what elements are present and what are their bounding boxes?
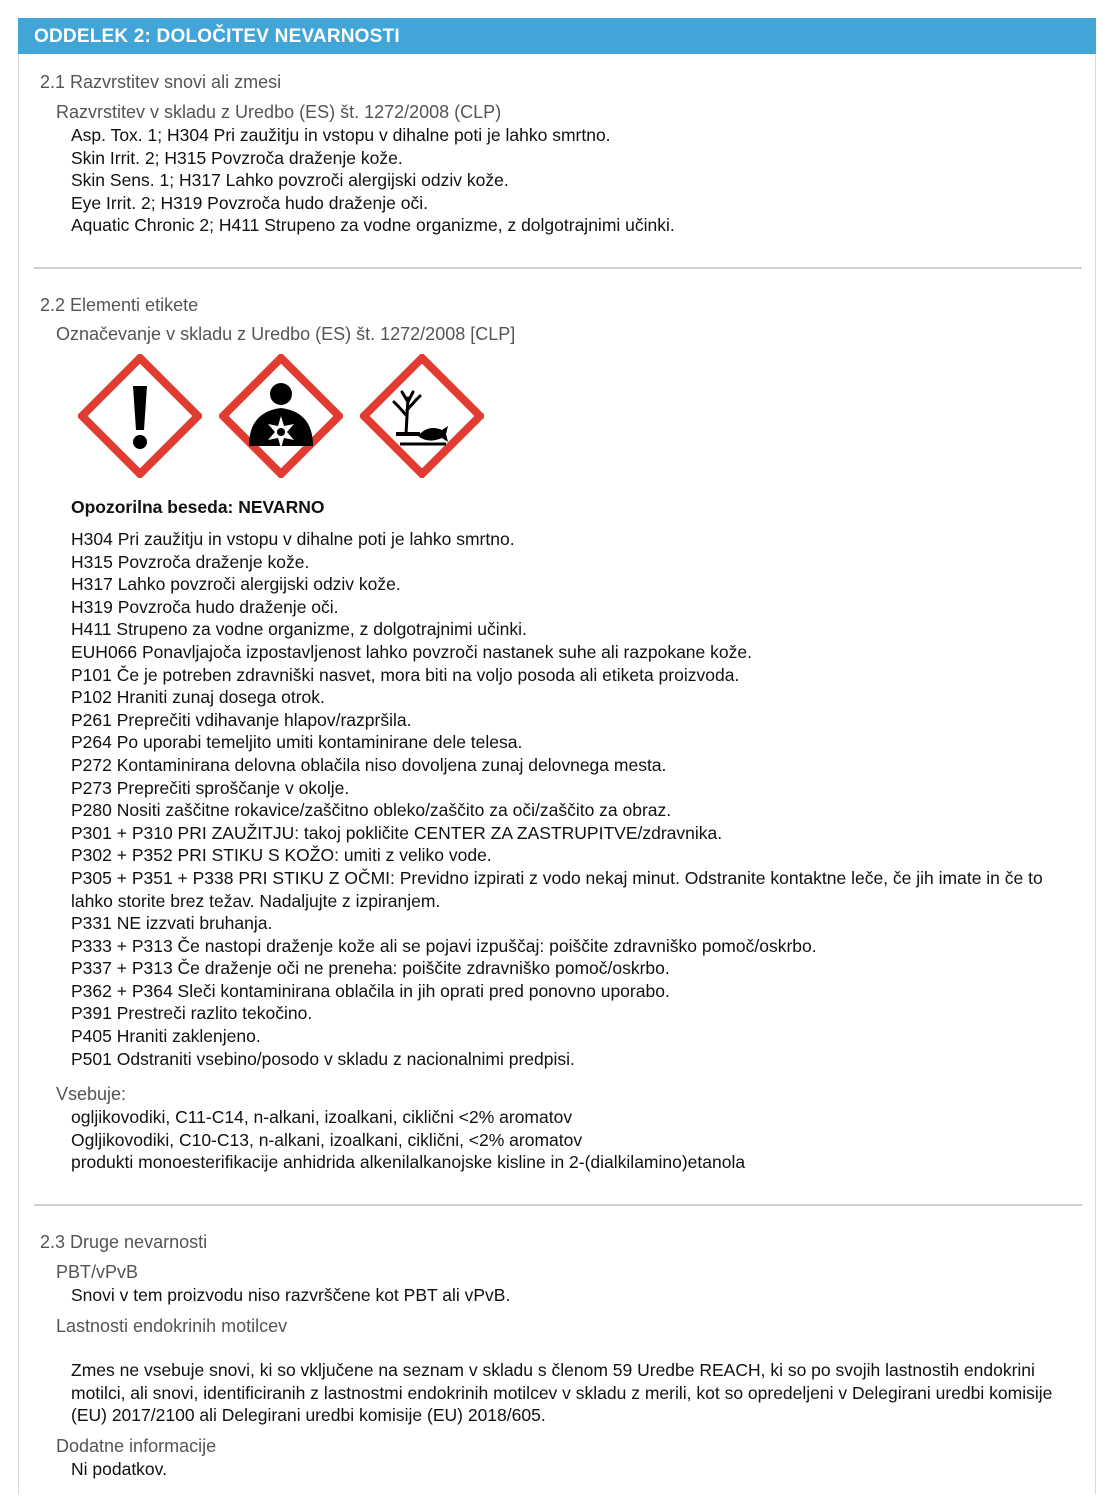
contains-item: ogljikovodiki, C11-C14, n-alkani, izoalkani, ciklični <2% aromatov	[71, 1107, 573, 1127]
section-2-3-title: 2.3 Druge nevarnosti	[40, 1232, 208, 1252]
statement-item: H319 Povzroča hudo draženje oči.	[71, 596, 339, 617]
classification-item: Skin Irrit. 2; H315 Povzroča draženje kože.	[71, 147, 403, 168]
divider	[34, 267, 1082, 269]
health-hazard-icon	[219, 354, 343, 478]
statement-item: P337 + P313 Če draženje oči ne preneha: poiščite zdravniško pomoč/oskrbo.	[71, 958, 670, 979]
contains-label: Vsebuje:	[56, 1084, 127, 1104]
statement-item: P280 Nositi zaščitne rokavice/zaščitno obleko/zaščito za oči/zaščito za obraz.	[71, 800, 672, 821]
statement-item: H304 Pri zaužitju in vstopu v dihalne poti je lahko smrtno.	[71, 529, 515, 549]
labelling-subtitle: Označevanje v skladu z Uredbo (ES) št. 1272/2008 [CLP]	[56, 324, 516, 344]
pbt-label: PBT/vPvB	[56, 1262, 139, 1282]
classification-item: Eye Irrit. 2; H319 Povzroča hudo draženje oči.	[71, 192, 428, 213]
statement-item: P333 + P313 Če nastopi draženje kože ali se pojavi izpuščaj: poiščite zdravniško pomoč/oskrbo.	[71, 935, 817, 956]
statement-item: P264 Po uporabi temeljito umiti kontaminirane dele telesa.	[71, 732, 523, 753]
section-2-1-title: 2.1 Razvrstitev snovi ali zmesi	[40, 72, 282, 92]
exclamation-mark-icon	[78, 354, 202, 478]
statement-item: P101 Če je potreben zdravniški nasvet, mora biti na voljo posoda ali etiketa proizvoda.	[71, 664, 740, 685]
section-header: ODDELEK 2: DOLOČITEV NEVARNOSTI	[18, 18, 1096, 54]
endocrine-label: Lastnosti endokrinih motilcev	[56, 1316, 288, 1336]
ghs-pictograms	[78, 354, 488, 478]
contains-item: produkti monoesterifikacije anhidrida alkenilalkanojske kisline in 2-(dialkilamino)etanola	[71, 1152, 746, 1173]
classification-list	[71, 124, 675, 237]
statement-item: P302 + P352 PRI STIKU S KOŽO: umiti z veliko vode.	[71, 845, 492, 866]
statement-item: H315 Povzroča draženje kože.	[71, 551, 310, 572]
classification-subtitle: Razvrstitev v skladu z Uredbo (ES) št. 1272/2008 (CLP)	[56, 102, 502, 122]
endocrine-value: Zmes ne vsebuje snovi, ki so vključene na seznam v skladu s členom 59 Uredbe REACH, ki so po svojih lastnostih endokrini motilci, ali snovi, identificiranih z lastnostmi endokrinih motilcev v skladu z merili, kot so opredeljeni v Delegirani uredbi komisije (EU) 2017/2100 ali Delegirani uredbi komisije (EU) 2018/605.	[71, 1360, 1053, 1426]
statement-item: P305 + P351 + P338 PRI STIKU Z OČMI: Previdno izpirati z vodo nekaj minut. Odstranite kontaktne leče, če jih imate in če to lahko storite brez težav. Nadaljujte z izpiranjem.	[71, 867, 1043, 911]
divider	[34, 1204, 1082, 1206]
additional-info-label: Dodatne informacije	[56, 1436, 217, 1456]
statement-item: P501 Odstraniti vsebino/posodo v skladu z nacionalnimi predpisi.	[71, 1048, 575, 1069]
statement-item: EUH066 Ponavljajoča izpostavljenost lahko povzroči nastanek suhe ali razpokane kože.	[71, 641, 752, 662]
statement-item: H317 Lahko povzroči alergijski odziv kože.	[71, 574, 401, 595]
classification-item: Skin Sens. 1; H317 Lahko povzroči alergijski odziv kože.	[71, 170, 509, 191]
statement-item: P391 Prestreči razlito tekočino.	[71, 1003, 313, 1024]
classification-item: Aquatic Chronic 2; H411 Strupeno za vodne organizme, z dolgotrajnimi učinki.	[71, 215, 675, 236]
pbt-value: Snovi v tem proizvodu niso razvrščene kot PBT ali vPvB.	[71, 1285, 511, 1305]
statement-item: P362 + P364 Sleči kontaminirana oblačila in jih oprati pred ponovno uporabo.	[71, 980, 670, 1001]
statement-item: P331 NE izzvati bruhanja.	[71, 913, 273, 934]
statement-item: P405 Hraniti zaklenjeno.	[71, 1026, 261, 1047]
hazard-statements	[71, 528, 1071, 1070]
contains-item: Ogljikovodiki, C10-C13, n-alkani, izoalkani, ciklični, <2% aromatov	[71, 1129, 583, 1150]
statement-item: P272 Kontaminirana delovna oblačila niso dovoljena zunaj delovnega mesta.	[71, 754, 667, 775]
signal-word: Opozorilna beseda: NEVARNO	[71, 497, 325, 517]
statement-item: P301 + P310 PRI ZAUŽITJU: takoj pokličite CENTER ZA ZASTRUPITVE/zdravnika.	[71, 822, 723, 843]
contains-list	[71, 1106, 745, 1174]
classification-item: Asp. Tox. 1; H304 Pri zaužitju in vstopu v dihalne poti je lahko smrtno.	[71, 125, 611, 145]
pbt-text	[71, 1284, 510, 1307]
additional-info-value: Ni podatkov.	[71, 1459, 167, 1479]
environment-icon	[360, 354, 484, 478]
statement-item: H411 Strupeno za vodne organizme, z dolgotrajnimi učinki.	[71, 619, 527, 640]
additional-info-text	[71, 1458, 167, 1481]
statement-item: P102 Hraniti zunaj dosega otrok.	[71, 687, 325, 708]
statement-item: P273 Preprečiti sproščanje v okolje.	[71, 777, 350, 798]
section-2-2-title: 2.2 Elementi etikete	[40, 295, 199, 315]
statement-item: P261 Preprečiti vdihavanje hlapov/razpršila.	[71, 709, 412, 730]
endocrine-text	[71, 1359, 1071, 1427]
